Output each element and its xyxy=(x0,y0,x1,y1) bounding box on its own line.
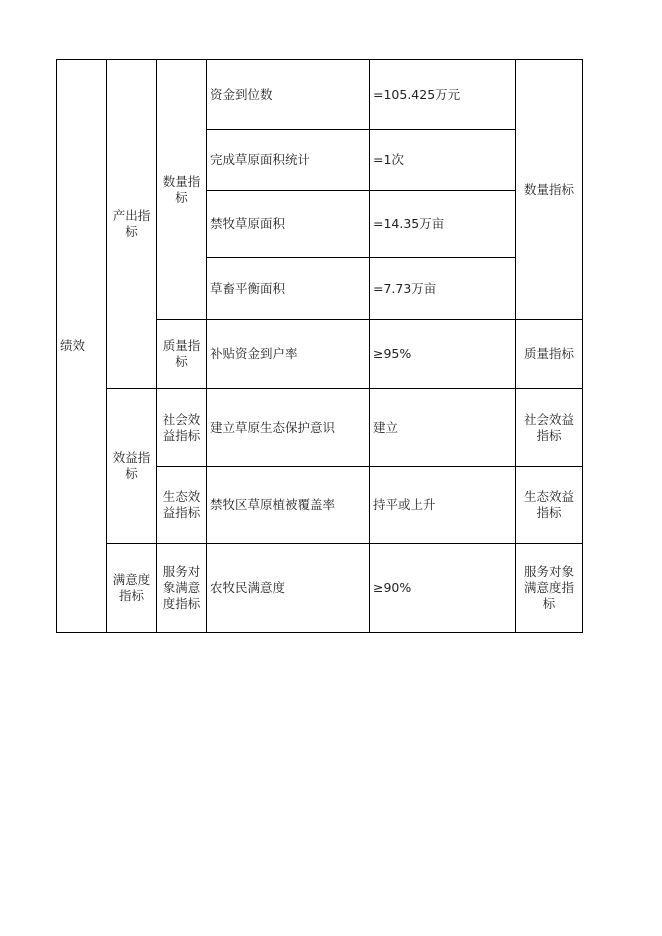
last-ecological-cell: 生态效益指标 xyxy=(516,467,583,544)
item-cell: 资金到位数 xyxy=(207,60,370,130)
value-cell: ≥95% xyxy=(370,320,516,389)
table-row xyxy=(57,544,583,633)
item-cell: 禁牧区草原植被覆盖率 xyxy=(207,467,370,544)
value-cell: =7.73万亩 xyxy=(370,258,516,320)
group-satisfaction-cell: 满意度指标 xyxy=(107,544,157,633)
subgroup-service-cell: 服务对象满意度指标 xyxy=(157,544,207,633)
value-cell: =1次 xyxy=(370,130,516,191)
item-cell: 草畜平衡面积 xyxy=(207,258,370,320)
level1-cell: 绩效 xyxy=(57,60,107,633)
subgroup-social-cell: 社会效益指标 xyxy=(157,389,207,467)
item-cell: 建立草原生态保护意识 xyxy=(207,389,370,467)
performance-table xyxy=(56,59,583,633)
subgroup-ecological-cell: 生态效益指标 xyxy=(157,467,207,544)
subgroup-quantity-cell: 数量指标 xyxy=(157,60,207,320)
last-quantity-cell: 数量指标 xyxy=(516,60,583,320)
value-cell: 建立 xyxy=(370,389,516,467)
value-cell: =14.35万亩 xyxy=(370,191,516,258)
group-benefit-cell: 效益指标 xyxy=(107,389,157,544)
last-quality-cell: 质量指标 xyxy=(516,320,583,389)
value-cell: =105.425万元 xyxy=(370,60,516,130)
last-service-cell: 服务对象满意度指标 xyxy=(516,544,583,633)
performance-table-container xyxy=(56,59,583,633)
item-cell: 禁牧草原面积 xyxy=(207,191,370,258)
subgroup-quality-cell: 质量指标 xyxy=(157,320,207,389)
table-row xyxy=(57,60,583,130)
last-social-cell: 社会效益指标 xyxy=(516,389,583,467)
group-output-cell: 产出指标 xyxy=(107,60,157,389)
value-cell: 持平或上升 xyxy=(370,467,516,544)
table-row xyxy=(57,389,583,467)
item-cell: 完成草原面积统计 xyxy=(207,130,370,191)
item-cell: 补贴资金到户率 xyxy=(207,320,370,389)
value-cell: ≥90% xyxy=(370,544,516,633)
item-cell: 农牧民满意度 xyxy=(207,544,370,633)
